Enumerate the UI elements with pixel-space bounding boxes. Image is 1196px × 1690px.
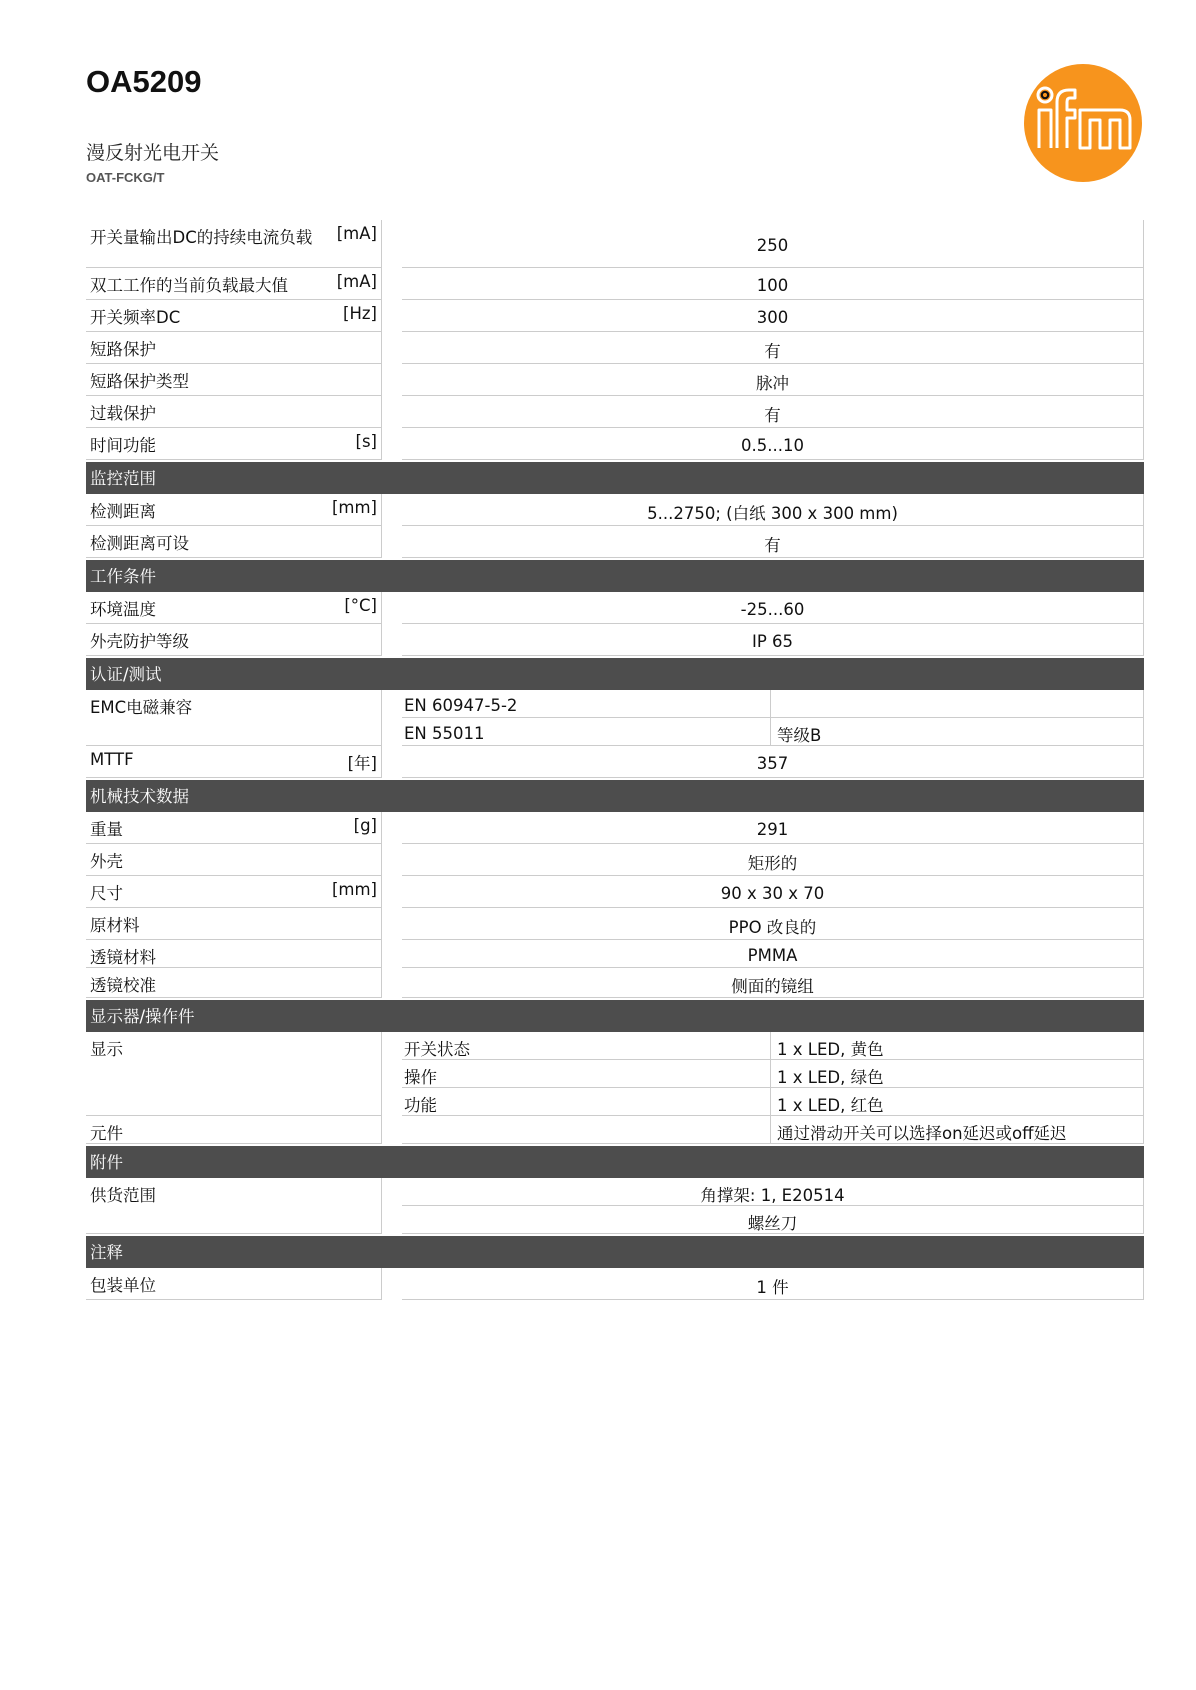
spec-label: 双工工作的当前负载最大值 [mA] [86,268,382,300]
spec-label: 开关频率DC [Hz] [86,300,382,332]
spec-label: 时间功能 [s] [86,428,382,460]
display-item-value: 1 x LED, 红色 [770,1088,1143,1115]
spec-row-time-function [86,428,1144,460]
spec-value: PPO 改良的 [402,908,1144,940]
product-code: OAT-FCKG/T [86,170,165,185]
spec-label: 显示 [86,1032,382,1116]
spec-value: 1 件 [402,1268,1144,1300]
spec-label: EMC电磁兼容 [86,690,382,746]
display-item [402,1032,1144,1060]
emc-standard: EN 60947-5-2 [404,696,518,715]
section-header-conditions: 工作条件 [86,560,1144,592]
spec-row-short-circuit-type [86,364,1144,396]
display-item-name: 功能 [404,1095,437,1115]
spec-label: 外壳 [86,844,382,876]
specification-table [86,220,1144,1300]
spec-row-short-circuit-protection [86,332,1144,364]
spec-value: 357 [402,746,1144,778]
spec-label: 过载保护 [86,396,382,428]
spec-row-packaging-unit [86,1268,1144,1300]
spec-label: 包装单位 [86,1268,382,1300]
spec-label: 透镜校准 [86,968,382,998]
spec-label: 检测距离可设 [86,526,382,558]
ifm-logo [1022,62,1144,184]
page-title: OA5209 [86,64,202,99]
section-header-remarks: 注释 [86,1236,1144,1268]
emc-standard-row [402,690,1144,718]
section-header-monitoring: 监控范围 [86,462,1144,494]
product-description: 漫反射光电开关 [86,142,220,164]
spec-row-overload-protection [86,396,1144,428]
spec-label: 透镜材料 [86,940,382,968]
display-item-value: 1 x LED, 绿色 [770,1060,1143,1087]
spec-value: PMMA [402,940,1144,968]
spec-row-switching-frequency [86,300,1144,332]
display-item [402,1088,1144,1116]
spec-row-material [86,908,1144,940]
supply-item: 螺丝刀 [402,1206,1144,1234]
spec-label: 环境温度 [°C] [86,592,382,624]
spec-label: 短路保护类型 [86,364,382,396]
section-header-mechanical: 机械技术数据 [86,780,1144,812]
spec-row-display [86,1032,1144,1116]
emc-note [770,690,1143,717]
section-header-display: 显示器/操作件 [86,1000,1144,1032]
section-header-approvals: 认证/测试 [86,658,1144,690]
spec-value: 侧面的镜组 [402,968,1144,998]
spec-row-continuous-current [86,220,1144,268]
spec-value: 有 [402,396,1144,428]
display-item [402,1060,1144,1088]
spec-row-mttf [86,746,1144,778]
spec-value: 有 [402,332,1144,364]
spec-value: 有 [402,526,1144,558]
spec-label: 供货范围 [86,1178,382,1234]
spec-label: 尺寸 [mm] [86,876,382,908]
spec-label: 重量 [g] [86,812,382,844]
spec-row-emc [86,690,1144,746]
emc-standard-row [402,718,1144,746]
element-value: 通过滑动开关可以选择on延迟或off延迟 [770,1116,1143,1143]
spec-row-weight [86,812,1144,844]
spec-row-max-current-dual [86,268,1144,300]
spec-row-protection-rating [86,624,1144,656]
spec-value: 90 x 30 x 70 [402,876,1144,908]
spec-value: 矩形的 [402,844,1144,876]
spec-label: 短路保护 [86,332,382,364]
spec-row-dimensions [86,876,1144,908]
spec-value: 5...2750; (白纸 300 x 300 mm) [402,494,1144,526]
spec-row-sensing-range [86,494,1144,526]
spec-value: 脉冲 [402,364,1144,396]
spec-row-housing [86,844,1144,876]
spec-row-scope-of-supply [86,1178,1144,1234]
emc-standard: EN 55011 [404,724,485,743]
spec-row-ambient-temperature [86,592,1144,624]
spec-value: IP 65 [402,624,1144,656]
spec-label: 原材料 [86,908,382,940]
element-row [402,1116,1144,1144]
spec-row-range-adjustable [86,526,1144,558]
spec-label: 开关量输出DC的持续电流负载 [mA] [86,220,382,268]
spec-row-lens-material [86,940,1144,968]
spec-value: 250 [402,220,1144,268]
spec-value: 300 [402,300,1144,332]
emc-note: 等级B [770,718,1143,745]
spec-row-lens-alignment [86,968,1144,998]
supply-item: 角撑架: 1, E20514 [402,1178,1144,1206]
spec-label: MTTF [年] [86,746,382,778]
spec-value: 0.5...10 [402,428,1144,460]
display-item-name: 操作 [404,1067,437,1087]
spec-value: -25...60 [402,592,1144,624]
display-item-name: 开关状态 [404,1039,470,1059]
spec-label: 元件 [86,1116,382,1144]
spec-value: 100 [402,268,1144,300]
section-header-accessories: 附件 [86,1146,1144,1178]
spec-label: 检测距离 [mm] [86,494,382,526]
spec-value: 291 [402,812,1144,844]
spec-label: 外壳防护等级 [86,624,382,656]
display-item-value: 1 x LED, 黄色 [770,1032,1143,1059]
spec-row-element [86,1116,1144,1144]
